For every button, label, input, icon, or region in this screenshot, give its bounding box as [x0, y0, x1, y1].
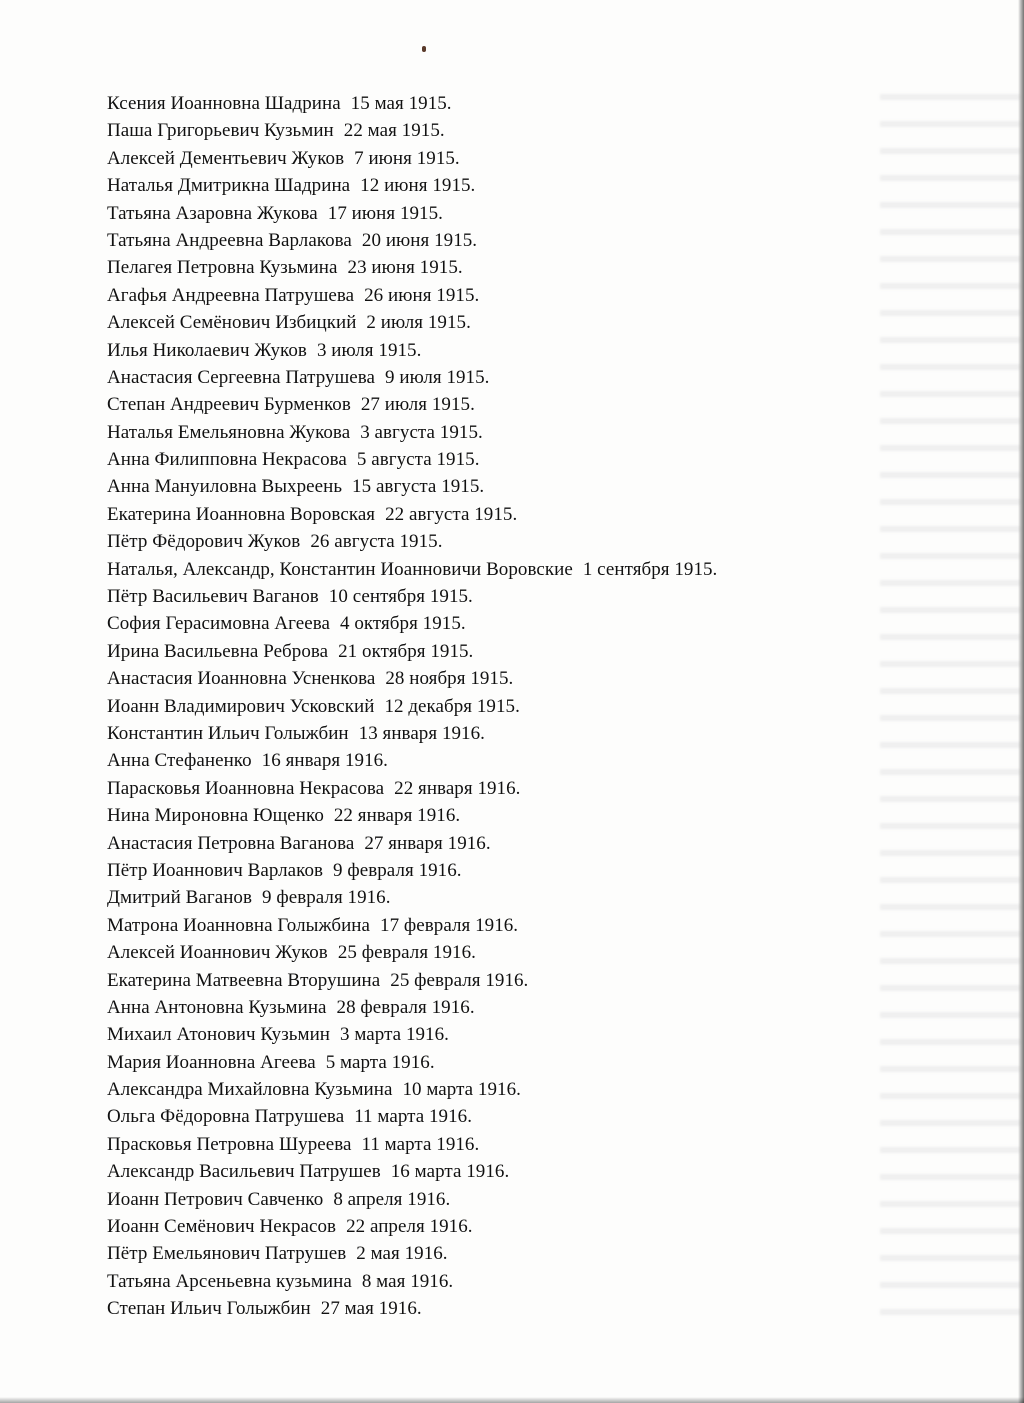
list-item	[107, 967, 717, 994]
list-item	[107, 419, 717, 446]
entry-name: Парасковья Иоанновна Некрасова	[107, 777, 385, 799]
list-item	[107, 1049, 717, 1076]
entry-name: Степан Ильич Голыжбин	[107, 1298, 311, 1320]
entry-date: 4 октября 1915.	[339, 613, 466, 635]
list-item	[107, 747, 717, 774]
entry-date: 3 июля 1915.	[316, 339, 422, 361]
entry-date: 26 августа 1915.	[310, 531, 443, 553]
entry-date: 8 мая 1916.	[361, 1270, 454, 1292]
list-item	[107, 227, 717, 254]
entry-date: 2 июля 1915.	[366, 312, 471, 334]
list-item	[107, 1103, 717, 1130]
list-item	[107, 1131, 717, 1158]
list-item	[107, 1158, 717, 1185]
entry-date: 26 июня 1915.	[364, 284, 480, 306]
list-item	[107, 638, 717, 665]
list-item	[107, 857, 717, 884]
entry-date: 12 июня 1915.	[360, 175, 476, 197]
entry-name: Татьяна Андреевна Варлакова	[107, 229, 352, 251]
entry-name: Ольга Фёдоровна Патрушева	[107, 1106, 345, 1128]
entry-name: Михаил Атонович Кузьмин	[107, 1024, 331, 1046]
entry-name: София Герасимовна Агеева	[107, 613, 330, 635]
list-item	[107, 610, 717, 637]
entry-name: Анна Филипповна Некрасова	[107, 449, 347, 471]
entry-name: Анастасия Иоанновна Усненкова	[107, 668, 376, 690]
entry-name: Агафья Андреевна Патрушева	[107, 284, 355, 306]
entry-name: Иоанн Владимирович Усковский	[107, 695, 375, 717]
list-item	[107, 1295, 717, 1322]
entry-name: Прасковья Петровна Шуреева	[107, 1133, 352, 1155]
entry-date: 5 марта 1916.	[325, 1051, 435, 1073]
entry-name: Наталья Емельяновна Жукова	[107, 421, 351, 443]
entry-name: Алексей Семёнович Избицкий	[107, 312, 357, 334]
entry-date: 17 февраля 1916.	[380, 914, 519, 936]
entry-date: 11 марта 1916.	[361, 1133, 480, 1155]
list-item	[107, 501, 717, 528]
entry-name: Анастасия Сергеевна Патрушева	[107, 366, 375, 388]
entry-date: 15 мая 1915.	[350, 93, 452, 114]
list-item	[107, 282, 717, 309]
entry-name: Анастасия Петровна Ваганова	[107, 832, 355, 854]
list-item	[107, 254, 717, 281]
entry-date: 22 августа 1915.	[385, 503, 518, 525]
entry-name: Пётр Емельянович Патрушев	[107, 1243, 347, 1265]
entry-name: Татьяна Арсеньевна кузьмина	[107, 1270, 352, 1292]
entry-date: 25 февраля 1916.	[337, 942, 476, 964]
entry-name: Ксения Иоанновна Шадрина	[107, 93, 341, 114]
entry-date: 25 февраля 1916.	[390, 969, 529, 991]
list-item	[107, 90, 717, 117]
scan-edge-bottom	[0, 1397, 1024, 1403]
list-item	[107, 337, 717, 364]
entry-date: 11 марта 1916.	[354, 1106, 472, 1128]
entry-date: 2 мая 1916.	[356, 1243, 448, 1265]
entry-date: 27 июля 1915.	[360, 394, 475, 416]
entry-name: Анна Стефаненко	[107, 750, 252, 772]
entry-date: 28 ноября 1915.	[385, 668, 514, 690]
scan-speck	[422, 46, 426, 52]
list-item	[107, 309, 717, 336]
entry-name: Пётр Иоаннович Варлаков	[107, 859, 324, 881]
entry-name: Нина Мироновна Ющенко	[107, 805, 324, 827]
entry-name: Пётр Фёдорович Жуков	[107, 531, 301, 553]
list-item	[107, 1240, 717, 1267]
entry-date: 27 мая 1916.	[320, 1298, 422, 1320]
entry-name: Александра Михайловна Кузьмина	[107, 1079, 393, 1101]
entry-date: 5 августа 1915.	[356, 449, 480, 471]
entry-date: 22 января 1916.	[394, 777, 521, 799]
list-item	[107, 391, 717, 418]
entry-date: 9 июля 1915.	[385, 366, 490, 388]
list-item	[107, 884, 717, 911]
entry-name: Наталья, Александр, Константин Иоанновичи Воровские	[107, 558, 573, 580]
entry-name: Илья Николаевич Жуков	[107, 339, 307, 361]
entry-name: Татьяна Азаровна Жукова	[107, 202, 318, 224]
register-list	[107, 90, 717, 1323]
list-item	[107, 200, 717, 227]
entry-date: 13 января 1916.	[358, 722, 485, 744]
entry-name: Иоанн Петрович Савченко	[107, 1188, 324, 1210]
entry-name: Мария Иоанновна Агеева	[107, 1051, 316, 1073]
list-item	[107, 665, 717, 692]
entry-name: Пелагея Петровна Кузьмина	[107, 257, 338, 279]
entry-name: Алексей Иоаннович Жуков	[107, 942, 328, 964]
list-item	[107, 473, 717, 500]
reverse-side-bleed-through	[880, 80, 1020, 1320]
list-item	[107, 693, 717, 720]
list-item	[107, 364, 717, 391]
entry-date: 22 мая 1915.	[343, 120, 445, 142]
entry-date: 17 июня 1915.	[327, 202, 443, 224]
list-item	[107, 1021, 717, 1048]
entry-name: Наталья Дмитрикна Шадрина	[107, 175, 351, 197]
list-item	[107, 446, 717, 473]
entry-date: 3 марта 1916.	[340, 1024, 449, 1046]
entry-name: Ирина Васильевна Реброва	[107, 640, 329, 662]
entry-date: 9 февраля 1916.	[333, 859, 462, 881]
entry-name: Паша Григорьевич Кузьмин	[107, 120, 334, 142]
list-item	[107, 775, 717, 802]
list-item	[107, 939, 717, 966]
list-item	[107, 1268, 717, 1295]
entry-name: Анна Мануиловна Выхреень	[107, 476, 343, 498]
entry-date: 16 марта 1916.	[390, 1161, 510, 1183]
entry-date: 1 сентября 1915.	[582, 558, 718, 580]
entry-name: Анна Антоновна Кузьмина	[107, 996, 327, 1018]
list-item	[107, 802, 717, 829]
entry-name: Матрона Иоанновна Голыжбина	[107, 914, 371, 936]
entry-date: 15 августа 1915.	[352, 476, 485, 498]
entry-date: 7 июня 1915.	[354, 147, 460, 169]
list-item	[107, 1186, 717, 1213]
entry-date: 23 июня 1915.	[347, 257, 463, 279]
entry-date: 10 марта 1916.	[402, 1079, 521, 1101]
entry-date: 9 февраля 1916.	[262, 887, 391, 909]
scan-edge-right	[1018, 0, 1024, 1403]
entry-date: 27 января 1916.	[364, 832, 491, 854]
entry-date: 22 апреля 1916.	[346, 1216, 473, 1238]
list-item	[107, 172, 717, 199]
entry-date: 28 февраля 1916.	[336, 996, 475, 1018]
entry-date: 8 апреля 1916.	[333, 1188, 451, 1210]
list-item	[107, 528, 717, 555]
entry-date: 22 января 1916.	[333, 805, 461, 827]
entry-name: Константин Ильич Голыжбин	[107, 722, 349, 744]
list-item	[107, 994, 717, 1021]
list-item	[107, 145, 717, 172]
list-item	[107, 583, 717, 610]
list-item	[107, 720, 717, 747]
entry-name: Степан Андреевич Бурменков	[107, 394, 351, 416]
entry-date: 21 октября 1915.	[338, 640, 474, 662]
entry-name: Александр Васильевич Патрушев	[107, 1161, 381, 1183]
list-item	[107, 1213, 717, 1240]
list-item	[107, 830, 717, 857]
entry-name: Пётр Васильевич Ваганов	[107, 586, 319, 608]
entry-name: Екатерина Иоанновна Воровская	[107, 503, 376, 525]
list-item	[107, 1076, 717, 1103]
list-item	[107, 556, 717, 583]
entry-date: 10 сентября 1915.	[328, 586, 473, 608]
entry-name: Иоанн Семёнович Некрасов	[107, 1216, 337, 1238]
list-item	[107, 117, 717, 144]
entry-name: Алексей Дементьевич Жуков	[107, 147, 345, 169]
entry-date: 3 августа 1915.	[360, 421, 483, 443]
list-item	[107, 912, 717, 939]
entry-date: 20 июня 1915.	[361, 229, 478, 251]
entry-name: Екатерина Матвеевна Вторушина	[107, 969, 381, 991]
entry-date: 16 января 1916.	[261, 750, 388, 772]
entry-name: Дмитрий Ваганов	[107, 887, 252, 909]
entry-date: 12 декабря 1915.	[384, 695, 520, 717]
